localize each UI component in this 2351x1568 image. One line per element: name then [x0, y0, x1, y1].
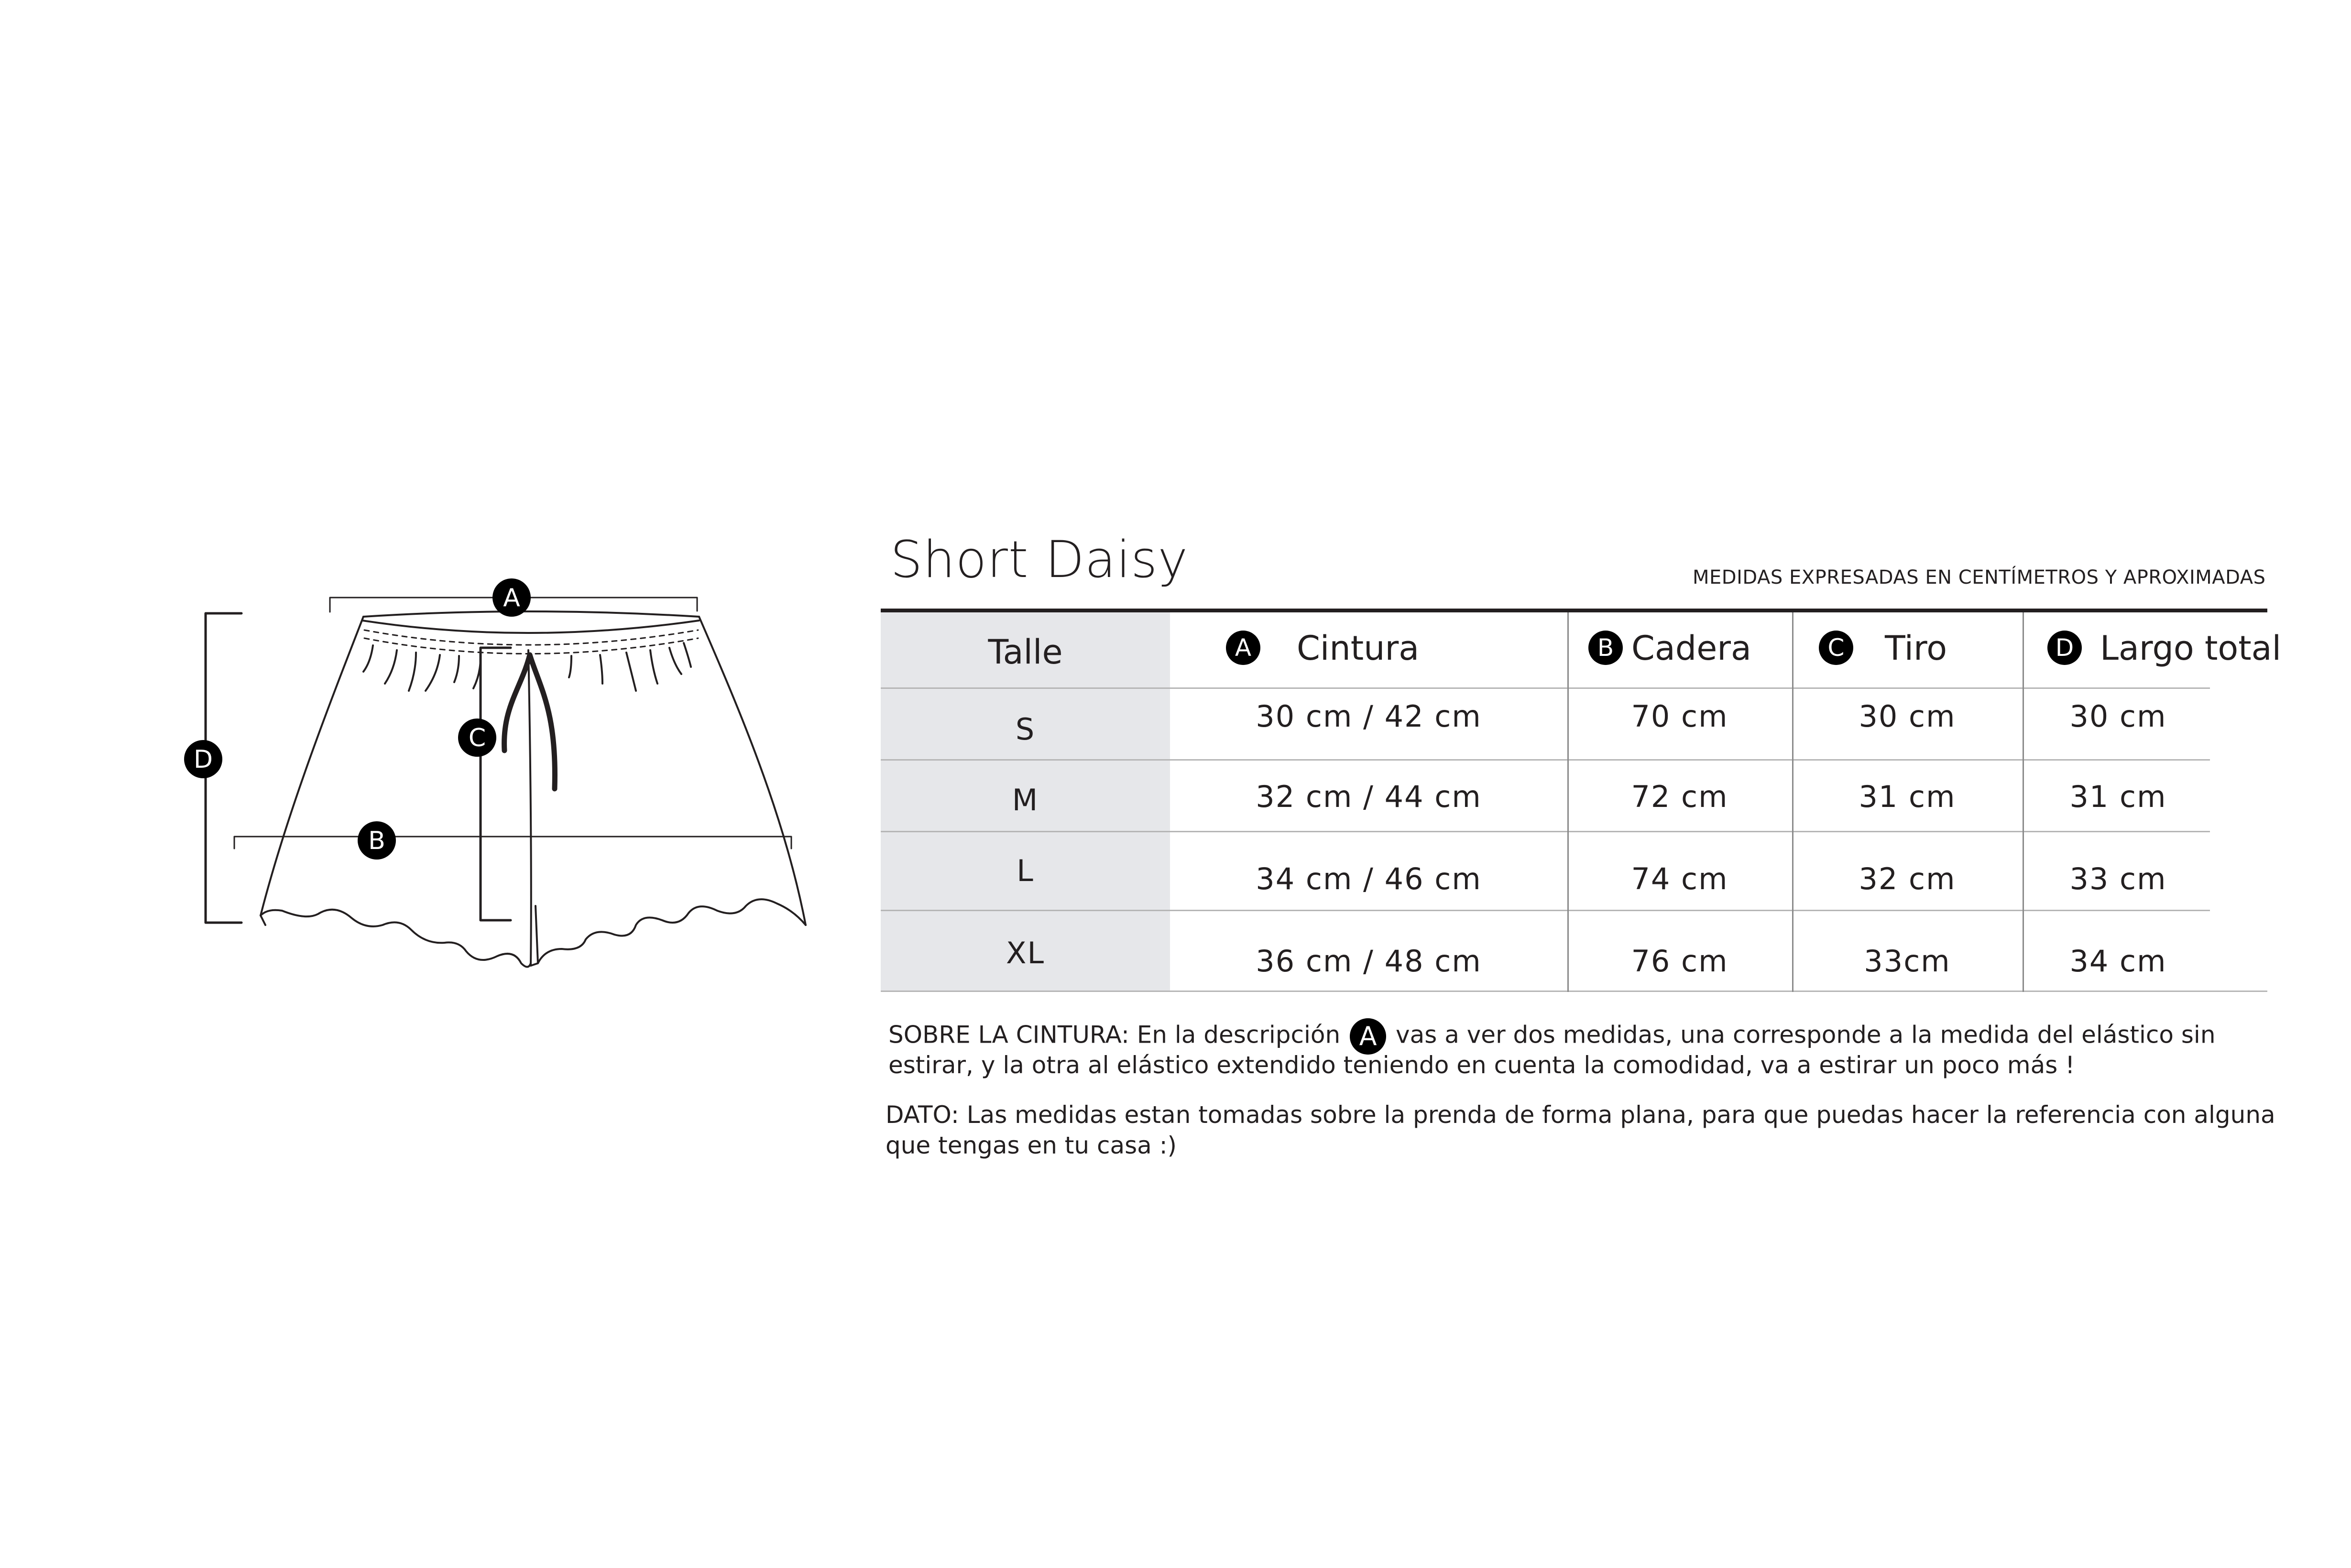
- row-divider: [881, 831, 2210, 832]
- row-divider: [881, 687, 2210, 689]
- row-l-length: 33 cm: [2069, 861, 2167, 896]
- header-rise-badge: C: [1819, 631, 1853, 665]
- shorts-measurement-diagram: [0, 0, 837, 1004]
- row-divider: [881, 759, 2210, 761]
- row-s-length: 30 cm: [2069, 699, 2167, 734]
- tip-note-line-1: DATO: Las medidas estan tomadas sobre la prenda de forma plana, para que puedas hacer la referencia con alguna: [886, 1101, 2275, 1129]
- header-length-badge: D: [2047, 631, 2082, 665]
- row-s-rise: 30 cm: [1859, 699, 1956, 734]
- row-m-hip: 72 cm: [1631, 779, 1728, 814]
- row-xl-size: XL: [1006, 936, 1045, 970]
- row-m-waist: 32 cm / 44 cm: [1256, 779, 1482, 814]
- svg-text:D: D: [193, 745, 213, 774]
- row-l-waist: 34 cm / 46 cm: [1256, 861, 1482, 896]
- page-title: Short Daisy: [890, 530, 1189, 589]
- table-top-rule: [881, 609, 2267, 612]
- size-table: [881, 609, 2282, 992]
- row-divider: [881, 910, 2210, 911]
- row-xl-length: 34 cm: [2069, 944, 2167, 979]
- label-a-badge: [492, 578, 531, 617]
- waist-note-line-2: estirar, y la otra al elástico extendido teniendo en cuenta la comodidad, va a estirar un poco más !: [888, 1051, 2075, 1079]
- measure-b-line: [234, 837, 791, 849]
- waist-note-text-before: SOBRE LA CINTURA: En la descripción: [888, 1021, 1341, 1049]
- row-l-hip: 74 cm: [1631, 861, 1728, 896]
- header-rise: Tiro: [1885, 629, 1947, 668]
- row-s-hip: 70 cm: [1631, 699, 1728, 734]
- units-note: MEDIDAS EXPRESADAS EN CENTÍMETROS Y APROXIMADAS: [1693, 566, 2266, 588]
- label-c-badge: [458, 719, 496, 757]
- measure-c-line: [481, 648, 511, 920]
- row-m-size: M: [1012, 783, 1039, 817]
- row-s-size: S: [1015, 712, 1036, 747]
- waist-note-line-1: [888, 1018, 2216, 1055]
- row-m-rise: 31 cm: [1859, 779, 1956, 814]
- waist-note-text-after: vas a ver dos medidas, una corresponde a la medida del elástico sin: [1396, 1021, 2216, 1049]
- svg-text:B: B: [368, 827, 385, 855]
- tip-note-line-2: que tengas en tu casa :): [886, 1132, 1177, 1159]
- waist-note-badge: A: [1350, 1018, 1386, 1055]
- header-waist-badge: A: [1226, 631, 1260, 665]
- row-l-rise: 32 cm: [1859, 861, 1956, 896]
- header-waist: Cintura: [1297, 629, 1420, 668]
- svg-text:A: A: [503, 584, 520, 612]
- label-b-badge: [358, 821, 396, 860]
- header-hip-badge: B: [1588, 631, 1623, 665]
- label-d-badge: [184, 740, 222, 778]
- header-size: Talle: [988, 632, 1063, 672]
- row-xl-waist: 36 cm / 48 cm: [1256, 944, 1482, 979]
- svg-text:C: C: [468, 724, 486, 752]
- table-bottom-rule: [881, 991, 2267, 992]
- row-l-size: L: [1017, 853, 1034, 888]
- row-xl-hip: 76 cm: [1631, 944, 1728, 979]
- row-s-waist: 30 cm / 42 cm: [1256, 699, 1482, 734]
- row-m-length: 31 cm: [2069, 779, 2167, 814]
- row-xl-rise: 33cm: [1864, 944, 1951, 979]
- header-hip: Cadera: [1631, 629, 1751, 668]
- header-length: Largo total: [2100, 629, 2282, 668]
